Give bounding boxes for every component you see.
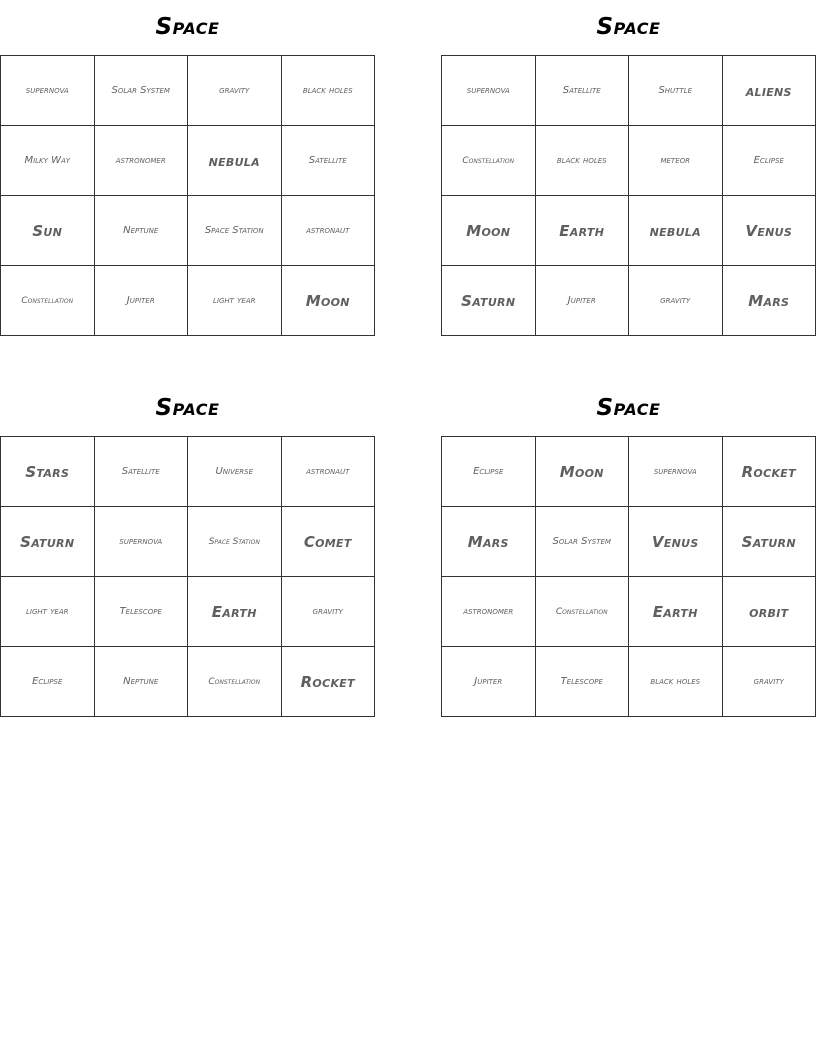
bingo-cell: Neptune — [95, 196, 189, 266]
bingo-cell: Jupiter — [536, 266, 630, 336]
bingo-cell: Universe — [188, 437, 282, 507]
bingo-cell: Satellite — [536, 56, 630, 126]
bingo-cell: Rocket — [282, 647, 376, 717]
bingo-grid — [0, 436, 375, 717]
bingo-cell: Venus — [723, 196, 816, 266]
bingo-cell: Constellation — [442, 126, 536, 196]
bingo-cell: Satellite — [282, 126, 376, 196]
bingo-cell: supernova — [629, 437, 723, 507]
bingo-cell: Mars — [442, 507, 536, 577]
card-title: Space — [596, 395, 661, 421]
bingo-cell: astronomer — [95, 126, 189, 196]
bingo-card — [441, 0, 816, 336]
bingo-cell: supernova — [95, 507, 189, 577]
bingo-cell: light year — [1, 577, 95, 647]
bingo-cell: Moon — [536, 437, 630, 507]
bingo-cell: Telescope — [536, 647, 630, 717]
bingo-cell: nebula — [629, 196, 723, 266]
card-title: Space — [155, 395, 220, 421]
bingo-cell: black holes — [282, 56, 376, 126]
bingo-cell: Saturn — [723, 507, 816, 577]
bingo-cell: meteor — [629, 126, 723, 196]
bingo-cell: Shuttle — [629, 56, 723, 126]
bingo-cell: Satellite — [95, 437, 189, 507]
bingo-cell: Earth — [188, 577, 282, 647]
bingo-cell: Telescope — [95, 577, 189, 647]
bingo-cell: black holes — [536, 126, 630, 196]
bingo-cell: supernova — [442, 56, 536, 126]
bingo-cell: Stars — [1, 437, 95, 507]
bingo-cell: Sun — [1, 196, 95, 266]
bingo-cell: Constellation — [536, 577, 630, 647]
bingo-cell: astronaut — [282, 196, 376, 266]
bingo-cell: Jupiter — [95, 266, 189, 336]
bingo-cell: gravity — [723, 647, 816, 717]
card-title: Space — [596, 14, 661, 40]
bingo-cell: Saturn — [1, 507, 95, 577]
bingo-cell: Moon — [442, 196, 536, 266]
bingo-cell: Space Station — [188, 507, 282, 577]
bingo-grid — [0, 55, 375, 336]
bingo-cell: supernova — [1, 56, 95, 126]
bingo-cell: Jupiter — [442, 647, 536, 717]
bingo-cell: Milky Way — [1, 126, 95, 196]
bingo-card — [0, 0, 375, 336]
bingo-grid — [441, 55, 816, 336]
bingo-cell: black holes — [629, 647, 723, 717]
bingo-cell: Earth — [629, 577, 723, 647]
bingo-cell: light year — [188, 266, 282, 336]
bingo-cell: Mars — [723, 266, 816, 336]
bingo-card — [0, 381, 375, 717]
bingo-cell: Venus — [629, 507, 723, 577]
bingo-cell: Earth — [536, 196, 630, 266]
bingo-cell: gravity — [629, 266, 723, 336]
bingo-cell: Constellation — [1, 266, 95, 336]
bingo-cell: Rocket — [723, 437, 816, 507]
bingo-cell: Constellation — [188, 647, 282, 717]
bingo-cell: Neptune — [95, 647, 189, 717]
bingo-card — [441, 381, 816, 717]
bingo-cell: Solar System — [536, 507, 630, 577]
bingo-cell: Solar System — [95, 56, 189, 126]
bingo-cell: orbit — [723, 577, 816, 647]
bingo-cell: Comet — [282, 507, 376, 577]
bingo-cell: nebula — [188, 126, 282, 196]
bingo-cell: aliens — [723, 56, 816, 126]
bingo-cell: gravity — [282, 577, 376, 647]
bingo-cell: Eclipse — [723, 126, 816, 196]
bingo-cell: Eclipse — [1, 647, 95, 717]
bingo-cell: astronaut — [282, 437, 376, 507]
bingo-grid — [441, 436, 816, 717]
bingo-cell: Space Station — [188, 196, 282, 266]
bingo-cell: gravity — [188, 56, 282, 126]
bingo-cell: Eclipse — [442, 437, 536, 507]
card-title: Space — [155, 14, 220, 40]
bingo-cell: Moon — [282, 266, 376, 336]
bingo-cell: astronomer — [442, 577, 536, 647]
bingo-cell: Saturn — [442, 266, 536, 336]
